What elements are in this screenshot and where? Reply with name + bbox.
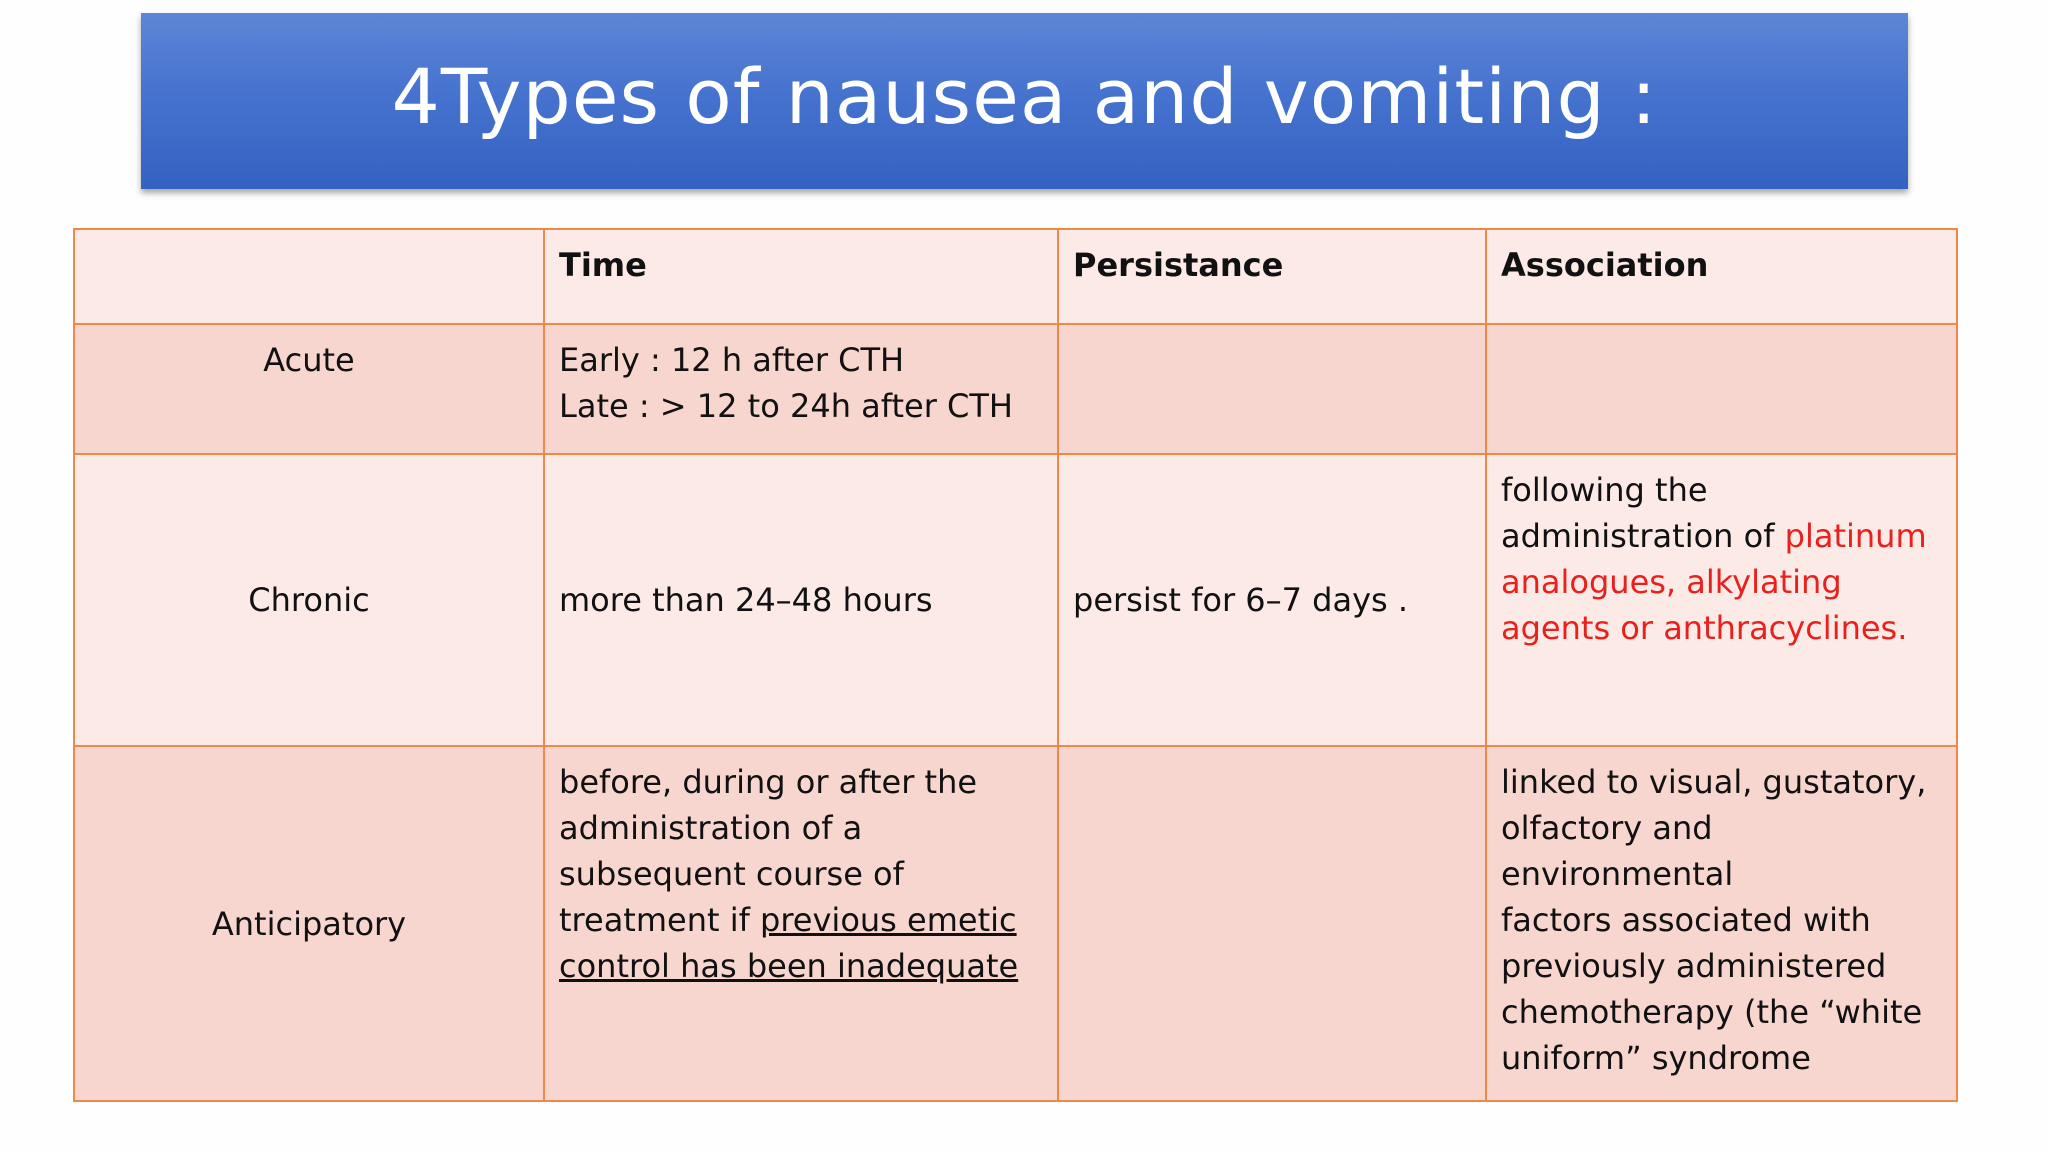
- chronic-association-cell: [1486, 454, 1957, 746]
- header-time: Time: [544, 229, 1058, 324]
- anticipatory-time-text: before, during or after the administration of a subsequent course of treatment if: [559, 763, 978, 939]
- table-header-row: [74, 229, 1957, 324]
- row-label-acute: Acute: [74, 324, 544, 454]
- table-row-anticipatory: [74, 746, 1957, 1101]
- anticipatory-association-cell: [1486, 746, 1957, 1101]
- title-banner: [141, 13, 1908, 189]
- header-empty-cell: [74, 229, 544, 324]
- anticipatory-time-cell: [544, 746, 1058, 1101]
- acute-time-late: Late : > 12 to 24h after CTH: [559, 387, 1013, 425]
- table-row-chronic: [74, 454, 1957, 746]
- acute-association-cell: [1486, 324, 1957, 454]
- chronic-persistance-cell: persist for 6–7 days .: [1058, 454, 1486, 746]
- acute-time-early: Early : 12 h after CTH: [559, 341, 905, 379]
- header-association: Association: [1486, 229, 1957, 324]
- chronic-association-drugs: platinum analogues, alkylating agents or anthracyclines.: [1501, 517, 1927, 647]
- header-persistance: Persistance: [1058, 229, 1486, 324]
- anticipatory-persistance-cell: [1058, 746, 1486, 1101]
- chronic-time-cell: more than 24–48 hours: [544, 454, 1058, 746]
- anticipatory-association-line2: factors associated with previously administered chemotherapy (the “white uniform” syndrome: [1501, 901, 1923, 1077]
- anticipatory-association-line1: linked to visual, gustatory, olfactory and environmental: [1501, 763, 1927, 893]
- nausea-types-table: [73, 228, 1958, 1102]
- table-row-acute: [74, 324, 1957, 454]
- row-label-chronic: Chronic: [74, 454, 544, 746]
- acute-time-cell: [544, 324, 1058, 454]
- slide-title: 4Types of nausea and vomiting :: [391, 51, 1658, 141]
- chronic-association-text: following the administration of: [1501, 471, 1785, 555]
- anticipatory-time-underlined: previous emetic control has been inadequate: [559, 901, 1019, 985]
- acute-persistance-cell: [1058, 324, 1486, 454]
- row-label-anticipatory: Anticipatory: [74, 746, 544, 1101]
